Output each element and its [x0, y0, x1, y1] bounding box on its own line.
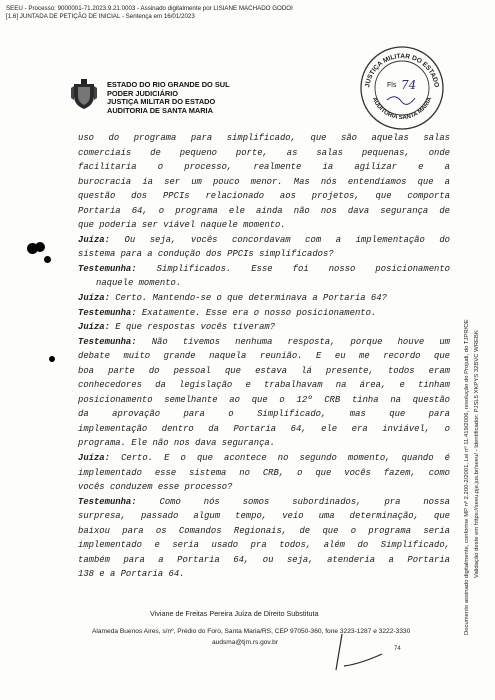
- transcript-line: [78, 276, 450, 291]
- header-power: PODER JUDICIÁRIO: [107, 88, 179, 98]
- transcript-line: [78, 306, 450, 321]
- transcript-text: surpresa, passado algum tempo, veio uma determinação, que: [78, 511, 450, 522]
- transcript-line: [78, 175, 450, 190]
- transcript-line: [78, 509, 450, 524]
- transcript-text: da aprovação para o Simplificado, mas que para: [78, 409, 450, 420]
- side-validation-note: [464, 60, 490, 640]
- transcript-line: [78, 538, 450, 553]
- transcript-line: [78, 567, 450, 582]
- transcript-line: [78, 160, 450, 175]
- side-note-line1: Documento assinado digitalmente, conforme MP nº 2.200-2/2001, Lei nº 11.419/2006, resolução do Projudi, do TJPR/OE: [464, 319, 470, 635]
- transcript-text: programa. Ele não nos dava segurança.: [78, 438, 276, 449]
- speaker-label: Juíza:: [78, 322, 110, 333]
- footer-email: audsma@tjm.rs.gov.br: [212, 639, 278, 646]
- transcript-line: [78, 495, 450, 510]
- transcript-text: E que respostas vocês tiveram?: [109, 322, 276, 333]
- institution-header: [107, 81, 230, 115]
- digital-signature-header: [6, 5, 293, 21]
- petition-line: [1.6] JUNTADA DE PETIÇÃO DE INICIAL - Sentença em 16/01/2023: [6, 13, 195, 20]
- header-state: ESTADO DO RIO GRANDE DO SUL: [107, 80, 230, 89]
- transcript-line: [78, 364, 450, 379]
- handwritten-rubric: [330, 630, 390, 675]
- svg-text:AUDITORIA SANTA MARIA: [371, 96, 434, 121]
- transcript-text: implementação dentro da Portaria 64, ele era inviável, o: [78, 423, 450, 434]
- transcript-text: Simplificados. Esse foi nosso posicionamento: [136, 263, 450, 274]
- speaker-label: Juíza:: [78, 234, 110, 245]
- transcript-text: Certo. Mantendo-se o que determinava a Portaria 64?: [109, 293, 387, 304]
- transcript-line: [78, 378, 450, 393]
- court-stamp: [357, 43, 447, 133]
- transcript-line: [78, 262, 450, 277]
- transcript-line: [78, 349, 450, 364]
- transcript-text: Ou seja, vocês concordavam com a implementação do: [109, 234, 450, 245]
- transcript-text: que poderia ser viável naquele momento.: [78, 220, 286, 231]
- transcript-line: [78, 524, 450, 539]
- stamp-fls-value: 74: [401, 78, 417, 92]
- transcript-text: naquele momento.: [96, 278, 182, 289]
- transcript-text: Como nós somos subordinados, pra nossa: [136, 496, 450, 507]
- transcript-text: questão dos PPCIs relacionado aos projetos, que comporta: [78, 191, 450, 202]
- speaker-label: Juíza:: [78, 453, 110, 464]
- transcript-line: [78, 393, 450, 408]
- page-number: 74: [394, 646, 401, 652]
- transcript-text: uso do programa para simplificado, que são aquelas salas: [78, 133, 450, 143]
- transcript-line: [78, 291, 450, 306]
- transcript-line: [78, 480, 450, 495]
- transcript-line: [78, 553, 450, 568]
- transcript-text: implementado esse sistema no CRB, o que vocês fazem, como: [78, 467, 450, 478]
- transcript-text: sistema para a condução dos PPCIs simplificados?: [78, 249, 334, 260]
- transcript-line: [78, 436, 450, 451]
- transcript-text: Exatamente. Esse era o nosso posicionamento.: [136, 307, 377, 318]
- transcript-line: [78, 466, 450, 481]
- transcript-text: burocracia ia ser um pouco menor. Mas nós entendíamos que a: [78, 176, 450, 187]
- transcript-text: conhecedores da legislação e trabalhavam na área, e tinham: [78, 380, 450, 391]
- transcript-line: [78, 451, 450, 466]
- transcript-text: Portaria 64, o programa ele ainda não nos dava segurança de: [78, 205, 450, 216]
- transcript-text: boa parte do pessoal que estava lá presente, todos eram: [78, 365, 450, 376]
- transcript-line: [78, 146, 450, 161]
- testimony-transcript: [78, 131, 450, 582]
- transcript-text: debate muito grande naquela reunião. E eu me recordo que: [78, 351, 450, 362]
- transcript-text: posicionamento semelhante ao que o 12º CRB tinha na questão: [78, 394, 450, 405]
- side-note-line2: Validação deste em https://seeu.pje.jus.br/seeu/ - Identificador: PJSL5 XKPYS 32BVC WREBK: [474, 330, 480, 578]
- stamp-initials: [387, 97, 415, 105]
- transcript-line: [78, 204, 450, 219]
- header-auditoria: AUDITORIA DE SANTA MARIA: [107, 105, 213, 115]
- coat-of-arms-icon: [70, 78, 98, 110]
- transcript-text: Certo. E o que acontece no segundo momento, quando é: [109, 453, 450, 464]
- speaker-label: Testemunha:: [78, 263, 137, 274]
- judge-signature-line: Viviane de Freitas Pereira Juíza de Direito Substituta: [150, 609, 319, 618]
- transcript-line: [78, 189, 450, 204]
- transcript-line: [78, 422, 450, 437]
- transcript-line: [78, 247, 450, 262]
- transcript-line: [78, 218, 450, 233]
- transcript-text: 138 e a Portaria 64.: [78, 569, 185, 580]
- speaker-label: Juíza:: [78, 293, 110, 304]
- transcript-text: Não tivemos nenhuma resposta, porque houve um: [136, 336, 450, 347]
- stamp-top-text: JUSTIÇA MILITAR DO ESTADO: [364, 52, 440, 88]
- footer-address: Alameda Buenos Aires, s/nº, Prédio do Foro, Santa Maria/RS, CEP 97050-360, fone 3223-1287 e 3222-3330: [92, 628, 411, 635]
- speaker-label: Testemunha:: [78, 496, 137, 507]
- punch-hole-mark: [49, 356, 55, 362]
- header-court: JUSTIÇA MILITAR DO ESTADO: [107, 97, 216, 107]
- punch-hole-mark: [35, 242, 45, 252]
- transcript-line: [78, 320, 450, 335]
- transcript-text: baixou para os Comandos Regionais, de que o programa seria: [78, 525, 450, 536]
- transcript-line: [78, 407, 450, 422]
- transcript-text: implementado e seria usado pra todos, além do Simplificado,: [78, 540, 450, 551]
- process-line: SEEU - Processo: 9000001-71.2023.9.21.0003 - Assinado digitalmente por LISIANE MACHADO GODOI: [6, 5, 293, 12]
- speaker-label: Testemunha:: [78, 307, 137, 318]
- stamp-bottom-text: AUDITORIA SANTA MARIA: [370, 96, 434, 122]
- transcript-text: vocês conduzem esse processo?: [78, 482, 233, 493]
- transcript-line: [78, 233, 450, 248]
- punch-hole-mark: [44, 256, 51, 263]
- transcript-text: comerciais de pequeno porte, as salas pequenas, onde: [78, 147, 450, 158]
- stamp-fls-label: Fls: [387, 82, 397, 89]
- transcript-line: [78, 335, 450, 350]
- speaker-label: Testemunha:: [78, 336, 137, 347]
- transcript-text: também para a Portaria 64, ou seja, atenderia a Portaria: [78, 554, 450, 565]
- transcript-line: [78, 131, 450, 146]
- transcript-text: facilitaria o processo, realmente ia agilizar e a: [78, 162, 450, 173]
